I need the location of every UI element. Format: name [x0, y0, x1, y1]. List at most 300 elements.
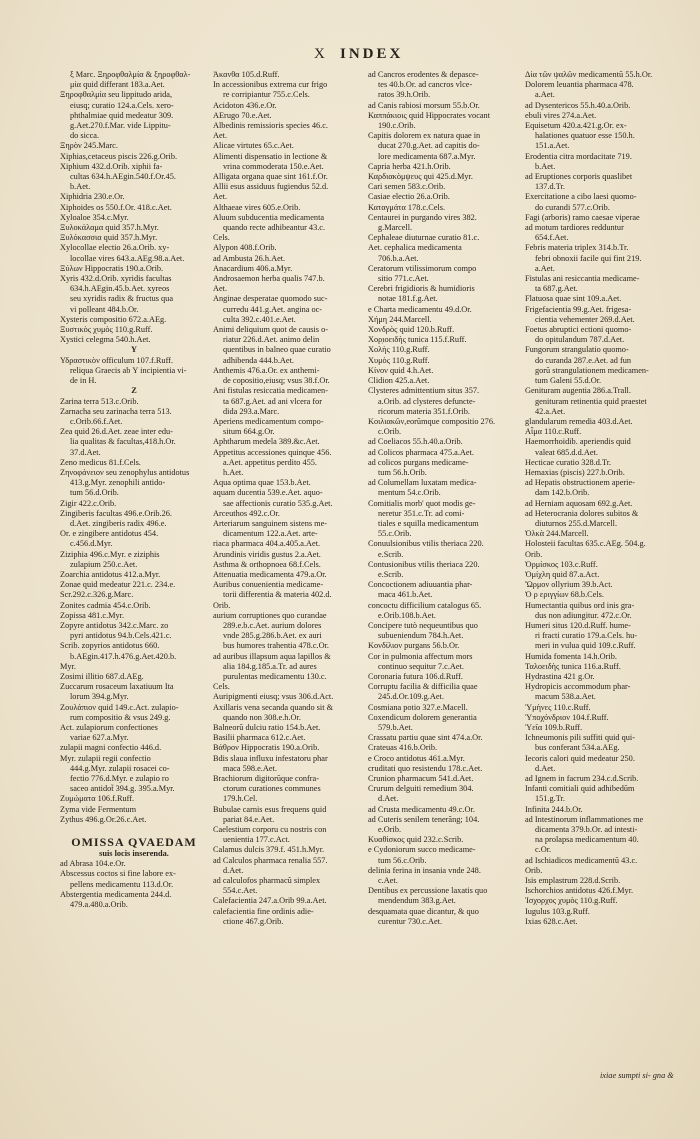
index-entry: Acidoton 436.e.Or. — [213, 100, 277, 110]
index-entry: Fistulas ani resiccantia medicame- — [525, 274, 640, 284]
index-entry: Ziziphia 496.c.Myr. e ziziphis — [60, 549, 160, 559]
index-entry: Hemaxias (piscis) 227.b.Orib. — [525, 467, 625, 477]
index-entry: ctione 467.g.Orib. — [223, 916, 284, 926]
index-entry: rum compositio & vsus 249.g. — [70, 712, 171, 722]
index-entry: g.Marcell. — [378, 223, 413, 233]
index-entry: bus humores trahentia 478.c.Or. — [223, 641, 329, 651]
index-entry: ad Columellam luxatam medica- — [368, 478, 477, 488]
index-entry: glandularum remedia 403.d.Aet. — [525, 416, 633, 426]
index-entry: e.Scrib. — [378, 569, 404, 579]
index-entry: d.Aet. — [378, 794, 399, 804]
index-entry: Ὑεῖα 109.b.Ruff. — [525, 723, 583, 732]
index-entry: Υδραστικὸν officulum 107.f.Ruff. — [60, 355, 174, 365]
index-entry: Zopyre antidotus 342.c.Marc. zo — [60, 620, 169, 630]
index-entry: ad Dysentericos 55.h.40.a.Orib. — [525, 100, 631, 110]
index-entry: de in H. — [70, 376, 97, 386]
index-entry: Z — [131, 386, 137, 396]
signature-mark: X — [314, 46, 326, 62]
index-entry: Zingiberis facultas 496.e.Orib.26. — [60, 508, 172, 518]
index-entry: variae 627.a.Myr. — [70, 733, 129, 743]
index-entry: Animi deliquium quot de causis o- — [213, 325, 328, 335]
index-entry: continuo sequitur 7.c.Aet. — [378, 661, 464, 671]
index-entry: AErugo 70.e.Aet. — [213, 110, 272, 120]
index-entry: 190.c.Orib. — [378, 121, 416, 131]
index-entry: de copositio,eiusq; vsus 38.f.Or. — [223, 376, 330, 386]
index-entry: Arceuthos 492.c.Or. — [213, 508, 280, 518]
index-entry: Ζυμώματα 106.f.Ruff. — [60, 794, 135, 804]
index-entry: Xiphias,cetaceus piscis 226.g.Orib. — [60, 151, 178, 161]
index-entry: e.Orib. — [378, 825, 402, 835]
index-entry: Arteriarum sanguinem sistens me- — [213, 518, 328, 528]
index-entry: quando recte adhibeantur 43.c. — [223, 223, 326, 233]
index-entry: Αἷμα 110.c.Ruff. — [525, 427, 582, 437]
index-entry: Balneorũ dulciu ratio 154.b.Aet. — [213, 723, 321, 732]
index-entry: quando non 308.e.h.Or. — [223, 712, 301, 722]
index-entry: delinia ferina in insania vnde 248. — [368, 865, 481, 875]
index-entry: Κυαθίσκος quid 232.c.Scrib. — [368, 835, 464, 845]
index-entry: ta 687.g.Aet. — [535, 284, 578, 294]
index-entry: Ξυλόκασσια quid 357.h.Myr. — [60, 233, 158, 243]
index-entry: mentum 54.c.Orib. — [378, 488, 441, 498]
index-entry: b.Aet. — [535, 161, 556, 171]
index-entry: 554.c.Aet. — [223, 886, 258, 896]
index-entry: ctorum curationes communes — [223, 784, 321, 794]
index-entry: desquamata quae dicantur, & quo — [368, 906, 479, 916]
index-entry: Χονδρὸς quid 120.b.Ruff. — [368, 325, 455, 335]
index-entry: pellens medicamentu 113.d.Or. — [70, 879, 174, 889]
index-entry: dus non adiungitur. 472.c.Or. — [535, 610, 632, 620]
index-entry: Hecticae curatio 328.d.Tr. — [525, 457, 612, 467]
index-entry: Frigefacientia 99.g.Aet. frigesa- — [525, 304, 632, 314]
index-entry: do curandi 577.c.Orib. — [535, 202, 610, 212]
index-entry: cientia vehementer 269.d.Aet. — [535, 314, 635, 324]
index-entry: Abscessus coctos si fine labore ex- — [60, 869, 176, 879]
index-entry: a.Aet. appetitus perdito 455. — [223, 457, 318, 467]
index-entry: Aphtharum medela 389.&c.Aet. — [213, 437, 320, 447]
index-entry: 42.a.Aet. — [535, 406, 566, 416]
index-entry: Clidion 425.a.Aet. — [368, 376, 430, 386]
index-entry: Ὀμίχλη quid 87.a.Act. — [525, 569, 600, 579]
index-entry: Καρδιακὸμψευς qui 425.d.Myr. — [368, 172, 473, 182]
index-entry: Κίνον quid 4.h.Aet. — [368, 365, 434, 375]
index-entry: 654.f.Aet. — [535, 233, 569, 243]
index-entry: Infinita 244.b.Or. — [525, 804, 583, 814]
index-entry: e Charta medicamentu 49.d.Or. — [368, 304, 472, 314]
index-entry: Genituram augentia 286.a.Trall. — [525, 386, 631, 396]
index-entry: Caelestium corporu cu nostris con — [213, 825, 327, 835]
index-entry: Arundinis viridis gustus 2.a.Aet. — [213, 549, 321, 559]
index-entry: Crunion pharmacum 541.d.Aet. — [368, 774, 474, 784]
index-entry: Casiae electio 26.a.Orib. — [368, 192, 450, 202]
index-entry: 179.h.Cel. — [223, 794, 258, 804]
index-entry: vrina commoderata 150.e.Aet. — [223, 161, 324, 171]
index-entry: Capitis dolorem ex natura quae in — [368, 131, 481, 141]
index-entry: reliqua Graecis ab Υ incipientia vi- — [70, 365, 187, 375]
index-entry: riatur 226.d.Aet. animo delin — [223, 335, 320, 345]
index-entry: ξ Marc. Ξηροφθαλμία & ξηροφθαλ- — [70, 70, 191, 79]
index-entry: Althaeae vires 605.e.Orib. — [213, 202, 301, 212]
index-entry: Ὀλκὰ 244.Marcell. — [525, 529, 589, 539]
index-entry: Myr. — [60, 661, 76, 671]
index-entry: eiusq; curatio 124.a.Cels. xero- — [70, 100, 174, 110]
index-entry: culta 392.c.401.e.Aet. — [223, 314, 296, 324]
index-entry: aquam ducentia 539.e.Aet. aquo- — [213, 488, 323, 498]
index-entry: Ξυλοκάλαμα quid 357.h.Myr. — [60, 223, 159, 233]
index-entry: maca 461.b.Aet. — [378, 590, 433, 600]
index-entry: Zarnacha seu zarinacha terra 513. — [60, 406, 172, 416]
index-entry: Aet. — [213, 131, 228, 141]
index-entry: Scrib. zopyrios antidotus 660. — [60, 641, 160, 651]
index-entry: a.Orib. ad clysteres defuncte- — [378, 396, 476, 406]
index-entry: zulapium 250.c.Aet. — [70, 559, 138, 569]
index-entry: 479.a.480.a.Orib. — [70, 900, 128, 910]
index-entry: ad Intestinorum inflammationes me — [525, 814, 644, 824]
index-entry: Ξύλων Hippocratis 190.a.Orib. — [60, 263, 164, 273]
index-entry: pyri antidotus 94.b.Cels.421.c. — [70, 631, 172, 641]
index-entry: lia qualitas & facultas,418.h.Or. — [70, 437, 176, 447]
index-entry: Zopissa 481.c.Myr. — [60, 610, 125, 620]
index-entry: 634.h.AEgin.45.b.Aet. xyreos — [70, 284, 170, 294]
index-entry: Δία τῶν ψαλῶν medicamentũ 55.h.Or. — [525, 70, 653, 79]
index-entry: Κονδίλιον purgans 56.b.Or. — [368, 641, 460, 651]
index-entry: cultas 634.h.AEgin.540.f.Or.45. — [70, 172, 177, 182]
index-entry: ad Cancros erodentes & depasce- — [368, 70, 479, 79]
index-entry: Auribus conuenientia medicame- — [213, 580, 324, 590]
index-entry: ad Ignem in facrum 234.c.d.Scrib. — [525, 774, 639, 784]
index-entry: Cerebri frigidioris & humidioris — [368, 284, 475, 294]
index-entry: genituram retinentia quid praestet — [535, 396, 647, 406]
index-entry: Ἀκανθα 105.d.Ruff. — [213, 70, 280, 79]
index-entry: g.Aet.270.f.Mar. vide Lippitu- — [70, 121, 171, 131]
index-entry: Humida fomenta 14.h.Orib. — [525, 651, 617, 661]
index-entry: Ὑμὴνες 110.c.Ruff. — [525, 702, 591, 712]
index-entry: mendendum 383.g.Aet. — [378, 896, 456, 906]
index-entry: Xiphidria 230.e.Or. — [60, 192, 125, 202]
index-entry: Isis emplastrum 228.d.Scrib. — [525, 876, 621, 886]
index-entry: Infanti comitiali quid adhibedũm — [525, 784, 635, 794]
index-entry: tiales e squilla medicamentum — [378, 518, 479, 528]
index-entry: notae 181.f.g.Aet. — [378, 294, 438, 304]
index-entry: situm 664.g.Or. — [223, 427, 275, 437]
index-entry: quentibus in balneo quae curatio — [223, 345, 331, 355]
index-entry: Hydropicis accommodum phar- — [525, 682, 631, 692]
index-entry: Y — [131, 345, 137, 355]
index-entry: na prolapsa medicamentum 40. — [535, 835, 639, 845]
index-entry: adhibenda 444.b.Aet. — [223, 355, 294, 365]
index-entry: tes 40.b.Or. ad cancros vlce- — [378, 80, 473, 90]
index-entry: Zonae quid medeatur 221.c. 234.e. — [60, 580, 176, 590]
index-entry: Καταγμάτα 178.c.Cels. — [368, 202, 446, 212]
index-entry: e Cydoniorum succo medicame- — [368, 845, 476, 855]
index-entry: Crateuas 416.b.Orib. — [368, 743, 438, 753]
index-entry: Ξηρὸν 245.Marc. — [60, 141, 118, 151]
index-entry: Ὀρμίσκος 103.c.Ruff. — [525, 559, 598, 569]
index-entry: ad Cuteris senilem tenerãng; 104. — [368, 814, 480, 824]
index-entry: Androsaemon herba qualis 747.b. — [213, 274, 325, 284]
index-entry: Cels. — [213, 233, 230, 243]
index-entry: Hydrastina 421 g.Or. — [525, 671, 595, 681]
index-entry: 55.c.Orib. — [378, 529, 412, 539]
index-entry: ad Canis rabiosi morsum 55.b.Or. — [368, 100, 480, 110]
index-entry: Aluum subducentia medicamenta — [213, 212, 325, 222]
index-entry: Xylocollae electio 26.a.Orib. xy- — [60, 243, 170, 253]
index-entry: Ἰσχορχος χυμὸς 110.g.Ruff. — [525, 896, 618, 906]
index-entry: lore medicamenta 687.a.Myr. — [378, 151, 476, 161]
index-entry: Auripigmenti eiusq; vsus 306.d.Act. — [213, 692, 334, 702]
index-entry: Cels. — [213, 682, 230, 692]
index-entry: Orib. — [525, 865, 543, 875]
index-entry: diuturnos 255.d.Marcell. — [535, 518, 618, 528]
index-entry: Χήμη 244.Marcell. — [368, 314, 432, 324]
index-entry: Fagi (arboris) ramo caesae viperae — [525, 212, 640, 222]
index-entry: Χορ̣ιοειδὴς tunica 115.f.Ruff. — [368, 335, 467, 345]
index-entry: Cephaleae diuturnae curatio 81.c. — [368, 233, 480, 243]
index-entry: sae affectionis curatio 535.g.Aet. — [223, 498, 333, 508]
index-entry: 151.a.Aet. — [535, 141, 570, 151]
index-entry: ratos 39.h.Orib. — [378, 90, 431, 100]
index-entry: 579.b.Aet. — [378, 723, 413, 732]
index-entry: aurium corruptiones quo curandae — [213, 610, 327, 620]
index-entry: Zonites cadmia 454.c.Orib. — [60, 600, 151, 610]
index-entry: ducat 270.g.Aet. ad capitis do- — [378, 141, 480, 151]
index-entry: a.Aet. — [535, 263, 555, 273]
index-entry: Zeno medicus 81.f.Cels. — [60, 457, 141, 467]
index-entry: Calamus dulcis 379.f. 451.h.Myr. — [213, 845, 325, 855]
index-entry: sitio 771.c.Aet. — [378, 274, 429, 284]
index-entry: Erodentia citra mordacitate 719. — [525, 151, 632, 161]
index-entry: concoctu difficilium catalogus 65. — [368, 600, 482, 610]
index-entry: e Croco antidotus 461.a.Myr. — [368, 753, 465, 763]
index-entry: Concoctionem adiuuantia phar- — [368, 580, 473, 590]
index-entry: Alimenti dispensatio in lectione & — [213, 151, 328, 161]
index-entry: Attenuatia medicamenta 479.a.Or. — [213, 569, 327, 579]
index-entry: a.Aet. — [535, 90, 555, 100]
index-entry: 413.g.Myr. zenophili antido- — [70, 478, 166, 488]
index-entry: do sicca. — [70, 131, 100, 141]
index-entry: zulapii magni confectio 446.d. — [60, 743, 162, 753]
index-entry: Χυμὸς 110.g.Ruff. — [368, 355, 430, 365]
index-entry: ad Herniam aquosam 692.g.Aet. — [525, 498, 633, 508]
index-entry: ad Ambusta 26.h.Aet. — [213, 253, 286, 263]
index-entry: febri obnoxii facile qui fint 219. — [535, 253, 642, 263]
index-entry: Zea quid 26.d.Aet. zeae inter edu- — [60, 427, 173, 437]
index-entry: 706.b.a.Aet. — [378, 253, 419, 263]
index-entry: dicamenta 379.b.Or. ad intesti- — [535, 825, 638, 835]
index-entry: Ζηνοφάνειον seu zenophylus antidotus — [60, 467, 190, 477]
index-entry: ad Coeliacos 55.h.40.a.Orib. — [368, 437, 463, 447]
index-column-1 — [60, 70, 208, 910]
index-entry: Xiphoides os 550.f.Or. 418.c.Aet. — [60, 202, 172, 212]
index-entry: d.Aet. zingiberis radix 496.e. — [70, 518, 167, 528]
index-entry: Asthma & orthopnoea 68.f.Cels. — [213, 559, 321, 569]
index-entry: gorũ strangulationem medicamen- — [535, 365, 649, 375]
index-entry: Ceratorum vtilissimorum compo — [368, 263, 477, 273]
index-entry: Cor in pulmonia affectum mors — [368, 651, 473, 661]
index-entry: Exercitatione a cibo laesi quomo- — [525, 192, 637, 202]
index-column-3 — [368, 70, 520, 927]
index-entry: ad colicos purgans medicame- — [368, 457, 469, 467]
index-entry: e.Scrib. — [378, 549, 404, 559]
index-entry: Dolorem leuantia pharmaca 478. — [525, 80, 634, 90]
index-entry: Coronaria futura 106.d.Ruff. — [368, 671, 464, 681]
index-entry: maca 598.e.Aet. — [223, 763, 277, 773]
index-entry: Κοιλιακῶν,eorũmque compositio 276. — [368, 416, 496, 426]
index-entry: tum 56.c.Orib. — [378, 855, 427, 865]
index-column-4 — [525, 70, 675, 927]
index-entry: ri fracti curatio 179.a.Cels. hu- — [535, 631, 638, 641]
index-entry: Καππάκιοις quid Hippocrates vocant — [368, 110, 491, 120]
index-entry: Ὑποχόνδριον 104.f.Ruff. — [525, 712, 609, 722]
index-entry: Brachiorum digitorũque confra- — [213, 774, 319, 784]
index-entry: dam 142.b.Orib. — [535, 488, 590, 498]
index-entry: Crurum delguiti remedium 304. — [368, 784, 474, 794]
index-entry: Corruptu facilia & difficilia quae — [368, 682, 478, 692]
index-entry: 151.g.Tr. — [535, 794, 565, 804]
index-entry: Xyloaloe 354.c.Myr. — [60, 212, 129, 222]
index-entry: Or. e zingibere antidotus 454. — [60, 529, 159, 539]
index-entry: Aperiens medicamentum compo- — [213, 416, 324, 426]
index-entry: calefacientia fine ordinis adie- — [213, 906, 314, 916]
index-entry: suis locis inserenda. — [99, 849, 169, 859]
index-entry: In accessionibus extrema cur frigo — [213, 80, 328, 90]
index-entry: Haemorrhoidib. aperiendis quid — [525, 437, 631, 447]
index-entry: ad Eruptiones corporis quaslibet — [525, 172, 633, 182]
index-entry: Appetitus accessiones quinque 456. — [213, 447, 332, 457]
index-entry: halationes quatuor esse 150.h. — [535, 131, 635, 141]
index-entry: Ixias 628.c.Aet. — [525, 916, 578, 926]
index-entry: Orib. — [525, 549, 543, 559]
index-entry: Zyma vide Fermentum — [60, 804, 137, 814]
index-entry: Zarina terra 513.c.Orib. — [60, 396, 139, 406]
index-entry: saceo antidot̃ 394.g. 395.a.Myr. — [70, 784, 175, 794]
index-entry: Contusionibus vtilis theriaca 220. — [368, 559, 480, 569]
index-entry: c.Orib. — [378, 427, 402, 437]
index-entry: seu xyridis radix & fructus qua — [70, 294, 173, 304]
index-entry: Aet. — [213, 284, 228, 294]
index-entry: Anacardium 406.a.Myr. — [213, 263, 293, 273]
index-entry: do curanda 287.e.Aet. ad fun — [535, 355, 632, 365]
index-entry: ebuli vires 274.a.Aet. — [525, 110, 597, 120]
index-entry: macum 538.a.Aet. — [535, 692, 596, 702]
index-entry: Alligata organa quae sint 161.f.Or. — [213, 172, 328, 182]
index-entry: c.Or. — [535, 845, 552, 855]
index-entry: ad Abrasa 104.e.Or. — [60, 859, 126, 869]
index-entry: Xystici celegma 540.h.Aet. — [60, 335, 151, 345]
index-entry: fectio 776.d.Myr. e zulapio ro — [70, 774, 169, 784]
index-entry: Febris materia triplex 314.b.Tr. — [525, 243, 629, 253]
index-entry: Bdis slaua influxu infestatoru phar — [213, 753, 328, 763]
index-entry: c.456.d.Myr. — [70, 539, 113, 549]
index-column-2 — [213, 70, 363, 927]
index-entry: OMISSA QVAEDAM — [71, 835, 197, 850]
index-entry: ad calculofos pharmacũ simplex — [213, 876, 321, 886]
index-entry: Foetus abruptici ectioni quomo- — [525, 325, 632, 335]
index-entry: Axillaris vena secanda quando sit & — [213, 702, 334, 712]
index-entry: d.Aet. — [223, 865, 244, 875]
index-entry: Ὁ ρ εριγγίων 68.b.Cels. — [525, 590, 604, 600]
index-entry: dida 293.a.Marc. — [223, 406, 280, 416]
index-entry: 245.d.Or.109.g.Aet. — [378, 692, 444, 702]
index-entry: riaca pharmaca 404.a.405.a.Aet. — [213, 539, 321, 549]
index-entry: 289.e.b.c.Aet. aurium dolores — [223, 620, 322, 630]
index-entry: ad Heterocrania dolores subitos & — [525, 508, 639, 518]
index-entry: Iecoris calori quid medeatur 250. — [525, 753, 635, 763]
index-entry: Scr.292.c.326.g.Marc. — [60, 590, 134, 600]
index-entry: do opitulandum 787.d.Aet. — [535, 335, 625, 345]
index-entry: Anthemis 476.a.Or. ex anthemi- — [213, 365, 320, 375]
index-entry: torii differentia & materia 402.d. — [223, 590, 332, 600]
page-title: INDEX — [340, 46, 404, 62]
index-entry: ad auribus illapsum aqua lapillos & — [213, 651, 331, 661]
index-entry: ad Hepatis obstructionem aperie- — [525, 478, 635, 488]
index-entry: subueniendum 784.h.Aet. — [378, 631, 464, 641]
index-entry: 137.d.Tr. — [535, 182, 565, 192]
index-entry: Iugulus 103.g.Ruff. — [525, 906, 590, 916]
index-entry: c.Aet. — [378, 876, 398, 886]
index-entry: Comitialis morb' quot modis ge- — [368, 498, 476, 508]
index-entry: Anginae desperatae quomodo suc- — [213, 294, 328, 304]
index-entry: Dentibus ex percussione laxatis quo — [368, 886, 488, 896]
index-entry: ad Crusta medicamentu 49.c.Or. — [368, 804, 475, 814]
index-entry: Ταλοειδὴς tunica 116.a.Ruff. — [525, 661, 621, 671]
index-entry: locollae vires 643.a.AEg.98.a.Aet. — [70, 253, 185, 263]
index-entry: Albedinis remissioris species 46.c. — [213, 121, 328, 131]
index-entry: Equisetum 420.a.421.g.Or. ex- — [525, 121, 627, 131]
index-entry: meri in vulua quid 109.c.Ruff. — [535, 641, 636, 651]
index-entry: Aet. cephalica medicamenta — [368, 243, 462, 253]
index-entry: Βάθρον Hippocratis 190.a.Orib. — [213, 743, 320, 753]
index-entry: neretur 351.c.Tr. ad comi- — [378, 508, 465, 518]
index-entry: Alicae virtutes 65.c.Aet. — [213, 141, 294, 151]
index-entry: ad Colicos pharmaca 475.a.Aet. — [368, 447, 474, 457]
index-entry: dicamentum 122.a.Aet. arte- — [223, 529, 318, 539]
index-entry: b.AEgin.417.h.476.g.Aet.420.b. — [70, 651, 177, 661]
index-entry: uenientia 177.c.Act. — [223, 835, 290, 845]
index-entry: Abstergentia medicamenta 244.d. — [60, 889, 172, 899]
index-entry: Aqua optima quae 153.b.Aet. — [213, 478, 311, 488]
index-entry: Ὥρμον ollyrium 39.b.Act. — [525, 580, 613, 590]
index-entry: Ξηροφθαλμία seu lippitudo arida, — [60, 90, 173, 100]
index-entry: tum Galeni 55.d.Or. — [535, 376, 602, 386]
index-entry: Zoarchia antidotus 412.a.Myr. — [60, 569, 161, 579]
index-entry: Coxendicum dolorem generantia — [368, 712, 477, 722]
index-entry: Concipere tutò nequeuntibus quo — [368, 620, 478, 630]
index-entry: Ξυστικὸς χυμὸς 110.g.Ruff. — [60, 325, 153, 335]
index-entry: Flatuosa quae sint 109.a.Aet. — [525, 294, 622, 304]
index-entry: Aet. — [213, 192, 228, 202]
index-entry: Xysteris compositio 672.a.AEg. — [60, 314, 167, 324]
index-entry: h.Aet. — [223, 467, 244, 477]
index-entry: Holosteii facultas 635.c.AEg. 504.g. — [525, 539, 646, 549]
index-entry: Cosmiana potio 327.e.Macell. — [368, 702, 468, 712]
index-entry: Χολὴς 110.g.Ruff. — [368, 345, 430, 355]
index-entry: Act. zulapiorum confectiones — [60, 723, 158, 732]
index-entry: Zigir 422.c.Orib. — [60, 498, 117, 508]
index-entry: Basilii pharmaca 612.c.Aet. — [213, 733, 306, 743]
index-entry: Ichneumonis pili suffiti quid qui- — [525, 733, 636, 743]
index-entry: Conuulsionibus vtilis theriaca 220. — [368, 539, 484, 549]
index-entry: Zosimi illitio 687.d.AEg. — [60, 671, 144, 681]
index-entry: c.Orib.66.f.Aet. — [70, 416, 123, 426]
index-entry: Xiphium 432.d.Orib. xiphii fa- — [60, 161, 163, 171]
index-entry: valeat 685.d.d.Aet. — [535, 447, 598, 457]
index-entry: tum 56.h.Orib. — [378, 467, 427, 477]
index-entry: e.Orib.108.b.Aet. — [378, 610, 436, 620]
index-entry: μία quid differant 183.a.Aet. — [70, 80, 165, 90]
index-entry: phthalmiae quid medeatur 309. — [70, 110, 174, 120]
index-entry: Crassatu partiu quae sint 474.a.Or. — [368, 733, 483, 743]
index-entry: b.Aet. — [70, 182, 91, 192]
